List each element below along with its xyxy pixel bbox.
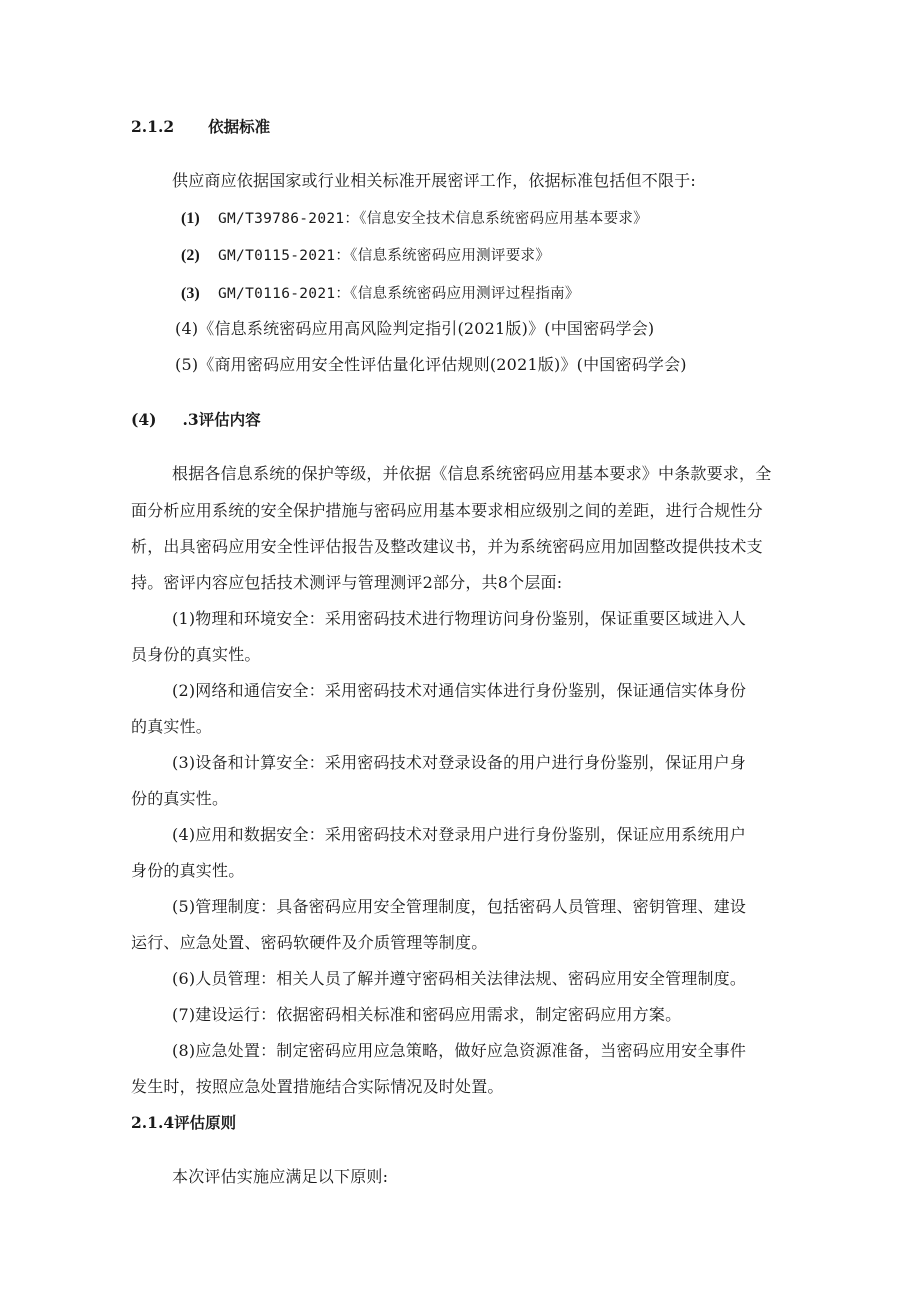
standards-intro: 供应商应依据国家或行业相关标准开展密评工作，依据标准包括但不限于: xyxy=(172,171,696,190)
section-number: 2.1.2 xyxy=(131,117,175,136)
level-1-line-1: (1)物理和环境安全：采用密码技术进行物理访问身份鉴别，保证重要区域进入人 xyxy=(172,609,747,628)
section-title: 依据标准 xyxy=(208,117,271,136)
standard-text: GM/T39786-2021：《信息安全技术信息系统密码应用基本要求》 xyxy=(218,211,648,227)
standard-item-1 xyxy=(181,208,648,229)
standard-item-5: (5)《商用密码应用安全性评估量化评估规则(2021版)》(中国密码学会) xyxy=(175,355,687,374)
level-7-line-1: (7)建设运行：依据密码相关标准和密码应用需求，制定密码应用方案。 xyxy=(172,1005,682,1024)
level-8-line-2: 发生时，按照应急处置措施结合实际情况及时处置。 xyxy=(131,1077,504,1096)
standard-number: (2) xyxy=(181,247,200,264)
standard-text: GM/T0115-2021：《信息系统密码应用测评要求》 xyxy=(218,248,551,264)
level-3-line-1: (3)设备和计算安全：采用密码技术对登录设备的用户进行身份鉴别，保证用户身 xyxy=(172,753,747,772)
standard-text: GM/T0116-2021：《信息系统密码应用测评过程指南》 xyxy=(218,286,580,302)
section-heading-2-1-4: 2.1.4评估原则 xyxy=(131,1113,237,1132)
level-8-line-1: (8)应急处置：制定密码应用应急策略，做好应急资源准备，当密码应用安全事件 xyxy=(172,1041,747,1060)
standard-item-3 xyxy=(181,283,580,304)
standard-item-2 xyxy=(181,245,550,266)
principles-intro: 本次评估实施应满足以下原则: xyxy=(172,1167,389,1186)
level-6-line-1: (6)人员管理：相关人员了解并遵守密码相关法律法规、密码应用安全管理制度。 xyxy=(172,969,747,988)
content-para-line-3: 析，出具密码应用安全性评估报告及整改建议书，并为系统密码应用加固整改提供技术支 xyxy=(131,537,763,556)
section-heading-assessment-content xyxy=(131,410,261,430)
content-para-line-2: 面分析应用系统的安全保护措施与密码应用基本要求相应级别之间的差距，进行合规性分 xyxy=(131,501,763,520)
section-heading-2-1-2 xyxy=(131,117,270,137)
level-2-line-2: 的真实性。 xyxy=(131,717,213,736)
level-1-line-2: 员身份的真实性。 xyxy=(131,645,261,664)
level-4-line-1: (4)应用和数据安全：采用密码技术对登录用户进行身份鉴别，保证应用系统用户 xyxy=(172,825,747,844)
standard-number: (3) xyxy=(181,285,200,302)
level-5-line-2: 运行、应急处置、密码软硬件及介质管理等制度。 xyxy=(131,933,488,952)
level-3-line-2: 份的真实性。 xyxy=(131,789,229,808)
content-para-line-1: 根据各信息系统的保护等级，并依据《信息系统密码应用基本要求》中条款要求，全 xyxy=(172,464,772,483)
level-2-line-1: (2)网络和通信安全：采用密码技术对通信实体进行身份鉴别，保证通信实体身份 xyxy=(172,681,747,700)
content-para-line-4: 持。密评内容应包括技术测评与管理测评2部分，共8个层面: xyxy=(131,573,563,592)
level-5-line-1: (5)管理制度：具备密码应用安全管理制度，包括密码人员管理、密钥管理、建设 xyxy=(172,897,747,916)
level-4-line-2: 身份的真实性。 xyxy=(131,861,245,880)
section-number: (4) xyxy=(131,410,157,429)
section-title: .3评估内容 xyxy=(182,410,261,429)
standard-number: (1) xyxy=(181,210,200,227)
standard-item-4: (4)《信息系统密码应用高风险判定指引(2021版)》(中国密码学会) xyxy=(175,319,655,338)
